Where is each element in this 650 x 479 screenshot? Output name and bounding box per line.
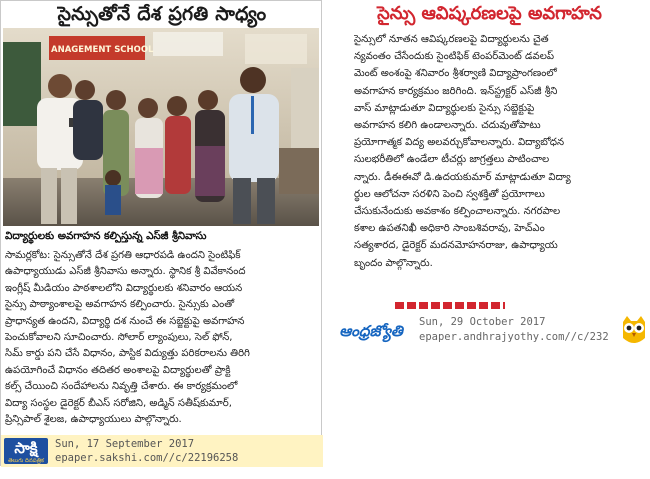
- clipped-next-headline: [395, 302, 505, 309]
- body-line: సైన్సు పాఠ్యాంశాలపై అవగాహన కల్పించారు. సైన్సుకు ఎంతో: [5, 299, 235, 311]
- photo-caption: విద్యార్థులకు అవగాహన కల్పిస్తున్న ఎస్‌జీ శ్రీనివాసు: [5, 230, 207, 242]
- sakshi-clipping: [0, 0, 322, 466]
- body-line: న్నారు. డీఈఈవో డి.ఉదయకుమార్ మాట్లాడుతూ విద్యా: [354, 171, 571, 183]
- sakshi-footer: [1, 435, 323, 467]
- body-line: అవగాహన కలిగి ఉండాలన్నారు. చదువుతోపాటు: [354, 120, 541, 132]
- body-line: సిమ్ కార్డు పని చేసే విధానం, పాస్టిక విద్యుత్తు పరికరాలను తిరిగి: [5, 348, 250, 360]
- body-line: ప్రయోగాత్మక విద్య అలవర్చుకోవాలన్నారు. విద్యాబోధన: [354, 137, 565, 149]
- sakshi-logo-text: సాక్షి: [14, 439, 38, 457]
- body-line: పెంచుకోవాలని సూచించారు. సోలార్ ల్యాంపులు, సెల్ ఫోన్,: [5, 332, 233, 344]
- publication-date: Sun, 29 October 2017: [419, 316, 546, 328]
- sakshi-logo: [4, 438, 48, 464]
- body-line: మెంట్ అంశంపై శనివారం శ్రీశర్వాణి విద్యాప్రాంగణంలో: [354, 68, 557, 80]
- epaper-link[interactable]: epaper.andhrajyothy.com//c/232: [419, 331, 609, 343]
- body-line: ప్రాధాన్యత ఉందని, విద్యార్థి దశ నుంచే ఈ సబ్జెక్టుపై అవగాహన: [5, 315, 245, 327]
- body-line: అవగాహన కార్యక్రమం జరిగింది. ఇన్‌స్ట్రక్టర్ ఎస్‌జీ శ్రీని: [354, 85, 558, 97]
- body-line: చేసుకునేందుకు అవకాశం కల్పించాలన్నారు. నగరపాల: [354, 206, 561, 218]
- body-line: ప్రిన్సిపాల్ శైలజ, ఉపాధ్యాయులు పాల్గొన్నారు.: [5, 414, 182, 426]
- andhrajyothy-logo: ఆంధ్రజ్యోతి: [339, 322, 403, 340]
- left-headline: సైన్సుతోనే దేశ ప్రగతి సాధ్యం: [57, 3, 267, 25]
- body-line: కశాల ఉపతనిఖీ అధికారి సాంబశివరావు, హెచ్‌ఎం: [354, 223, 545, 235]
- body-line: సత్యశారద, డైరెక్టర్ మదనమోహనరాజు, ఉపాధ్యాయ: [354, 240, 558, 252]
- news-photo: [3, 28, 319, 226]
- publication-date: Sun, 17 September 2017: [55, 438, 195, 450]
- epaper-link[interactable]: epaper.sakshi.com//c/22196258: [55, 452, 239, 464]
- right-headline: సైన్సు ఆవిష్కరణలపై అవగాహన: [377, 3, 602, 24]
- body-line: ర్థుల ఆలోచనా సరళిని పెంచి స్వశక్తితో ప్రయోగాలు: [354, 188, 545, 200]
- andhrajyothy-clipping: [329, 0, 650, 352]
- owl-icon: [620, 314, 648, 348]
- school-banner: ANAGEMENT SCHOOL: [51, 45, 154, 55]
- body-line: వాస్ మాట్లాడుతూ విద్యార్థులకు సైన్సు సబ్జెక్టుపై: [354, 102, 535, 114]
- body-line: ఉపాధ్యాయుడు ఎస్‌జీ శ్రీనివాసు అన్నారు. స్థానిక శ్రీ వివేకానంద: [5, 266, 246, 278]
- body-line: బృందం పాల్గొన్నారు.: [354, 257, 433, 269]
- left-article-body: [5, 248, 319, 434]
- body-line: ఇంగ్లీష్ మీడియం పాఠశాలలోని విద్యార్థులకు శనివారం ఆయన: [5, 282, 243, 294]
- andhrajyothy-footer: [329, 312, 650, 352]
- body-line: ఉపయోగించే విధానం తదితర అంశాలపై విద్యార్థులతో ప్రాక్టి: [5, 364, 231, 376]
- body-line: సులభరీతిలో ఉండేలా టీచర్లు జాగ్రత్తలు పాటించాల: [354, 154, 550, 166]
- body-line: విద్యా సంస్థల డైరెక్టర్ బీఎస్ సరోజిని, అడ్మిన్ సతీష్‌కుమార్,: [5, 397, 232, 409]
- right-article-body: [354, 31, 646, 301]
- body-line: న్యవంతం చేసేందుకు సైంటిఫిక్ టెంపర్‌మెంట్ డవలప్: [354, 51, 555, 63]
- body-line: సైన్సులో నూతన ఆవిష్కరణలపై విద్యార్థులను చైత: [354, 34, 549, 45]
- sakshi-logo-tagline: తెలుగు దినపత్రిక: [8, 458, 44, 464]
- body-line: సామర్లకోట: సైన్సుతోనే దేశ ప్రగతి ఆధారపడి ఉందని సైంటిఫిక్: [5, 250, 241, 261]
- body-line: కల్స్ చేయించి సందేహాలను నివృత్తి చేశారు. ఈ కార్యక్రమంలో: [5, 381, 238, 393]
